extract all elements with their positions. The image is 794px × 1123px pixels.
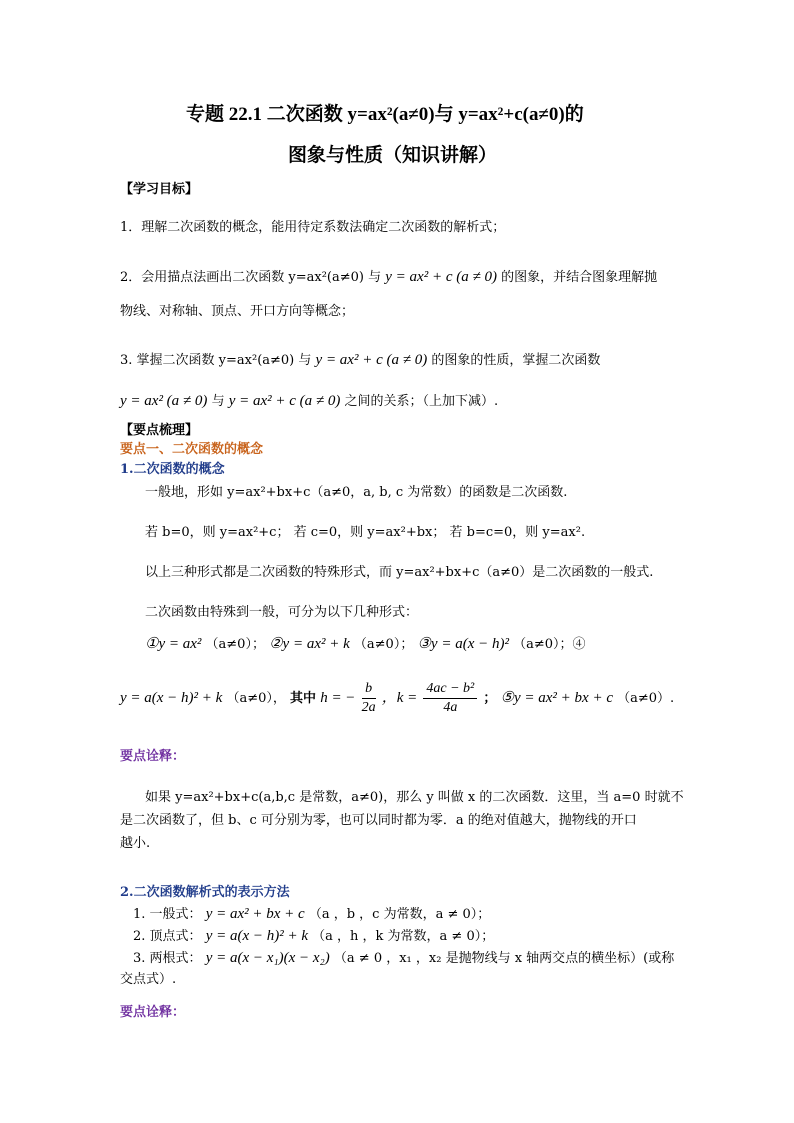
- objective-2-text-a: 2．会用描点法画出二次函数 y=ax²(a≠0) 与: [120, 270, 382, 285]
- form-2-cond: （a≠0）；: [353, 637, 414, 652]
- method-3-cond: （a ≠ 0 ，x₁ ，x₂ 是抛物线与 x 轴两交点的横坐标）(或称: [333, 951, 675, 966]
- form-5-cond: （a≠0）.: [617, 691, 675, 706]
- objective-item-1: 1．理解二次函数的概念，能用待定系数法确定二次函数的解析式；: [120, 220, 506, 235]
- objective-3-text-d: 之间的关系；（上加下减）.: [344, 394, 499, 409]
- form-1-cond: （a≠0）；: [205, 637, 265, 652]
- method-2-cond: （a ，h ，k 为常数，a ≠ 0）；: [312, 929, 495, 944]
- objective-item-2: [120, 268, 657, 287]
- point-1-heading: 要点一、二次函数的概念: [120, 442, 264, 457]
- h-lhs: h = −: [320, 690, 356, 706]
- objective-3-text-a: 3. 掌握二次函数 y=ax²(a≠0) 与: [120, 353, 312, 368]
- objective-3-formula-2: y = ax² (a ≠ 0): [120, 393, 208, 409]
- objective-3-text-c: 与: [211, 394, 225, 409]
- objective-3-text-b: 的图象的性质，掌握二次函数: [431, 353, 601, 368]
- paragraph-1: 一般地，形如 y=ax²+bx+c（a≠0，a, b, c 为常数）的函数是二次函数.: [145, 485, 568, 500]
- method-3-cont: 交点式）.: [120, 972, 177, 987]
- where-label: 其中: [290, 691, 317, 706]
- objective-3-formula-3: y = ax² + c (a ≠ 0): [228, 393, 341, 409]
- k-numerator: 4ac − b²: [423, 680, 477, 699]
- paragraph-3: 以上三种形式都是二次函数的特殊形式，而 y=ax²+bx+c（a≠0）是二次函数的一般式.: [145, 565, 654, 580]
- objective-item-3-cont: [120, 392, 498, 411]
- method-1-formula: y = ax² + bx + c: [205, 906, 305, 922]
- forms-line-1: [145, 635, 586, 654]
- note-1-line-3: 越小.: [120, 836, 151, 851]
- method-2-formula: y = a(x − h)² + k: [205, 928, 309, 944]
- form-4-cond: （a≠0），: [226, 691, 286, 706]
- k-lhs: ，k =: [381, 690, 418, 706]
- key-points-heading: 【要点梳理】: [120, 423, 199, 438]
- form-5: ⑤y = ax² + bx + c: [500, 690, 613, 706]
- method-3-formula: y = a(x − x₁)(x − x₂): [205, 950, 330, 966]
- form-1: ①y = ax²: [145, 636, 202, 652]
- note-1-heading: 要点诠释：: [120, 749, 186, 764]
- subsection-2-heading: 2.二次函数解析式的表示方法: [120, 885, 290, 900]
- note-1-line-2: 是二次函数了，但 b、c 可分别为零，也可以同时都为零．a 的绝对值越大，抛物线的开口: [120, 813, 637, 828]
- separator: ；: [483, 691, 497, 706]
- k-fraction: [423, 680, 477, 717]
- note-2-heading: 要点诠释：: [120, 1005, 186, 1020]
- paragraph-4: 二次函数由特殊到一般，可分为以下几种形式：: [145, 605, 419, 620]
- form-2: ②y = ax² + k: [269, 636, 350, 652]
- method-1: [133, 905, 490, 924]
- method-1-cond: （a ，b ，c 为常数，a ≠ 0）；: [308, 907, 491, 922]
- objective-2-formula: y = ax² + c (a ≠ 0): [385, 269, 497, 285]
- form-3-cond: （a≠0）；④: [513, 637, 586, 652]
- method-3: [133, 949, 674, 968]
- objectives-heading: 【学习目标】: [120, 182, 199, 197]
- note-1-line-1: 如果 y=ax²+bx+c(a,b,c 是常数，a≠0)，那么 y 叫做 x 的二次函数．这里，当 a=0 时就不: [145, 790, 684, 805]
- objective-item-2-cont: 物线、对称轴、顶点、开口方向等概念；: [120, 304, 355, 319]
- h-numerator: b: [362, 680, 376, 699]
- objective-2-text-b: 的图象，并结合图象理解抛: [501, 270, 658, 285]
- method-1-label: 1. 一般式：: [133, 907, 202, 922]
- form-4: y = a(x − h)² + k: [120, 690, 223, 706]
- method-2-label: 2. 顶点式：: [133, 929, 202, 944]
- method-3-label: 3. 两根式：: [133, 951, 202, 966]
- k-denominator: 4a: [443, 700, 458, 715]
- h-fraction: [362, 680, 376, 717]
- title-line-2: 图象与性质（知识讲解）: [288, 145, 498, 166]
- subsection-1-heading: 1.二次函数的概念: [120, 462, 225, 477]
- form-3: ③y = a(x − h)²: [417, 636, 509, 652]
- objective-item-3: [120, 351, 600, 370]
- objective-3-formula: y = ax² + c (a ≠ 0): [315, 352, 428, 368]
- forms-line-2: [120, 678, 674, 719]
- method-2: [133, 927, 494, 946]
- paragraph-2: 若 b=0，则 y=ax²+c； 若 c=0，则 y=ax²+bx； 若 b=c=0，则 y=ax².: [145, 525, 586, 540]
- title-line-1: 专题 22.1 二次函数 y=ax²(a≠0)与 y=ax²+c(a≠0)的: [186, 104, 584, 125]
- h-denominator: 2a: [361, 700, 376, 715]
